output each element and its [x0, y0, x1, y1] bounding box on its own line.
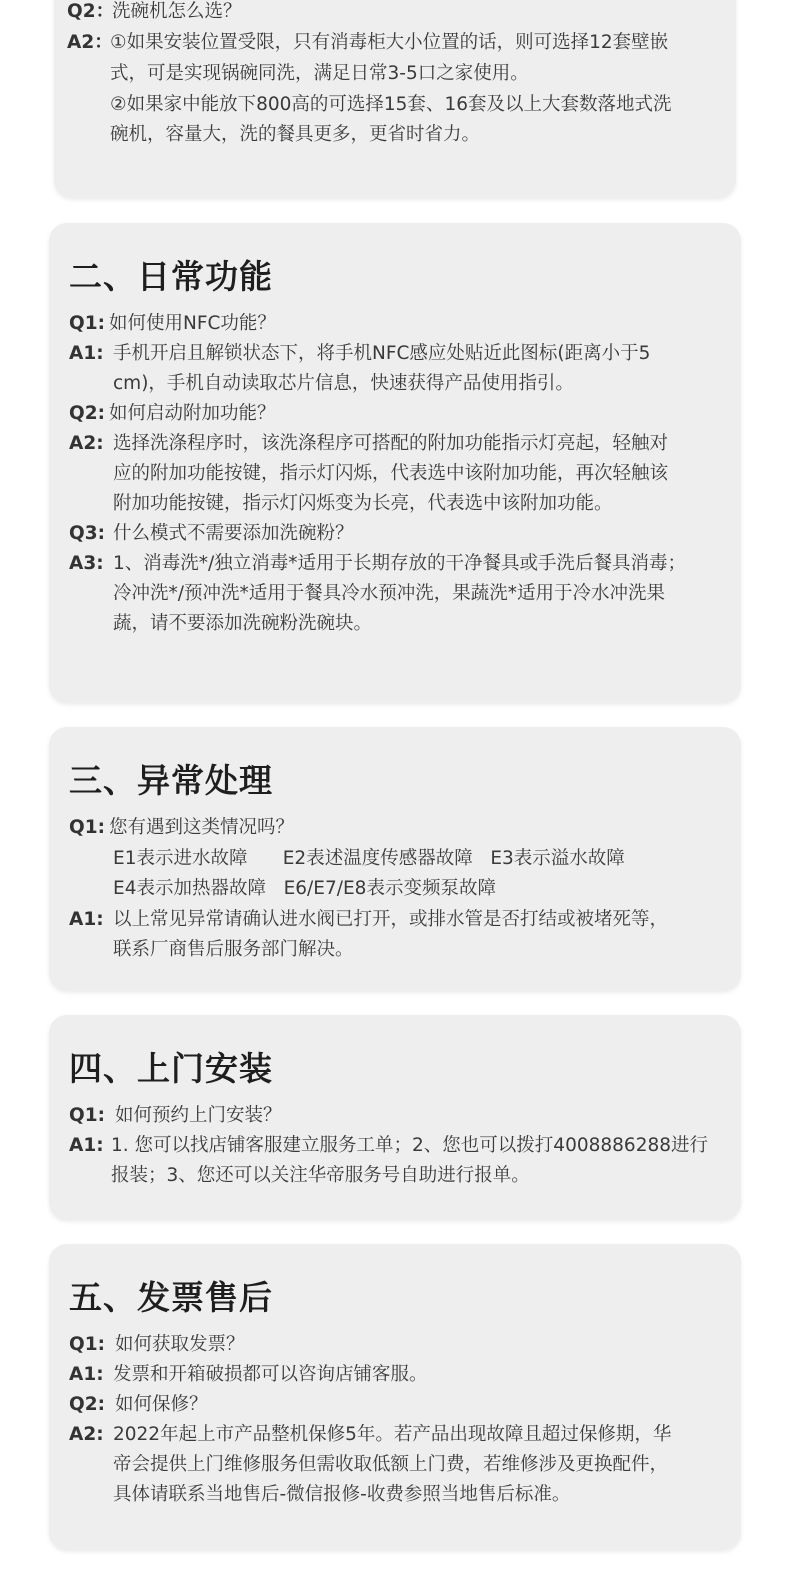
faq-card-daily-functions — [49, 223, 741, 703]
a2-answer-line: 具体请联系当地售后-微信报修-收费参照当地售后标准。 — [113, 1484, 571, 1505]
a1-answer-line: 手机开启且解锁状态下，将手机NFC感应处贴近此图标(距离小于5 — [113, 343, 651, 364]
q2-question: 如何启动附加功能？ — [109, 403, 276, 424]
a2-tag: A2: — [69, 1424, 104, 1445]
section-title: 三、异常处理 — [69, 761, 273, 800]
q2-tag: Q2: — [69, 1394, 105, 1415]
a3-answer-line: 1、消毒洗*/独立消毒*适用于长期存放的干净餐具或手洗后餐具消毒； — [113, 553, 687, 574]
a1-tag: A1: — [69, 1135, 104, 1156]
q1-tag: Q1: — [69, 817, 105, 838]
error-codes-line: E1表示进水故障 E2表述温度传感器故障 E3表示溢水故障 — [113, 848, 625, 869]
a2-answer-line: 选择洗涤程序时，该洗涤程序可搭配的附加功能指示灯亮起，轻触对 — [113, 433, 669, 454]
q1-question: 如何使用NFC功能？ — [109, 313, 276, 334]
q1-tag: Q1: — [69, 1334, 105, 1355]
a2-answer-line: 2022年起上市产品整机保修5年。若产品出现故障且超过保修期，华 — [113, 1424, 672, 1445]
error-codes-line: E4表示加热器故障 E6/E7/E8表示变频泵故障 — [113, 878, 496, 899]
a1-answer-line: cm)，手机自动读取芯片信息，快速获得产品使用指引。 — [113, 373, 574, 394]
a1-answer-line: 以上常见异常请确认进水阀已打开，或排水管是否打结或被堵死等， — [113, 909, 669, 930]
a3-tag: A3: — [69, 553, 104, 574]
faq-card-installation — [49, 1015, 741, 1220]
a2-answer-line: 应的附加功能按键，指示灯闪烁，代表选中该附加功能，再次轻触该 — [113, 463, 669, 484]
q1-tag: Q1: — [69, 1105, 105, 1126]
a1-answer-line: 1. 您可以找店铺客服建立服务工单；2、您也可以拨打4008886288进行 — [111, 1135, 709, 1156]
a2-answer-line: 式，可是实现锅碗同洗，满足日常3-5口之家使用。 — [110, 63, 529, 84]
a1-answer-line: 联系厂商售后服务部门解决。 — [113, 939, 354, 960]
q1-question: 如何获取发票？ — [115, 1334, 245, 1355]
a1-answer: 发票和开箱破损都可以咨询店铺客服。 — [113, 1364, 428, 1385]
section-title: 四、上门安装 — [69, 1049, 273, 1088]
q1-tag: Q1: — [69, 313, 105, 334]
a3-answer-line: 蔬，请不要添加洗碗粉洗碗块。 — [113, 613, 373, 634]
a3-answer-line: 冷冲洗*/预冲洗*适用于餐具冷水预冲洗，果蔬洗*适用于冷水冲洗果 — [113, 583, 665, 604]
a2-answer-line: 附加功能按键，指示灯闪烁变为长亮，代表选中该附加功能。 — [113, 493, 613, 514]
a2-answer-line: 帝会提供上门维修服务但需收取低额上门费，若维修涉及更换配件， — [113, 1454, 669, 1475]
faq-card-select — [54, 0, 736, 198]
a1-tag: A1: — [69, 1364, 104, 1385]
a1-tag: A1: — [69, 909, 104, 930]
q3-tag: Q3: — [69, 523, 105, 544]
q2-question: 洗碗机怎么选？ — [112, 1, 242, 22]
q3-question: 什么模式不需要添加洗碗粉？ — [113, 523, 354, 544]
q2-tag: Q2: — [69, 403, 105, 424]
q1-question: 您有遇到这类情况吗？ — [109, 817, 295, 838]
a2-answer-line: ①如果安装位置受限，只有消毒柜大小位置的话，则可选择12套壁嵌 — [110, 32, 669, 53]
a2-answer-line: ②如果家中能放下800高的可选择15套、16套及以上大套数落地式洗 — [110, 94, 672, 115]
q2-question: 如何保修？ — [115, 1394, 208, 1415]
faq-card-troubleshooting — [49, 727, 741, 991]
a1-tag: A1: — [69, 343, 104, 364]
section-title: 二、日常功能 — [69, 257, 273, 296]
section-title: 五、发票售后 — [69, 1278, 273, 1317]
q2-tag: Q2： — [67, 1, 115, 22]
a1-answer-line: 报装；3、您还可以关注华帝服务号自助进行报单。 — [111, 1165, 530, 1186]
q1-question: 如何预约上门安装？ — [115, 1105, 282, 1126]
a2-answer-line: 碗机，容量大，洗的餐具更多，更省时省力。 — [110, 124, 481, 145]
a2-tag: A2: — [69, 433, 104, 454]
faq-card-invoice-aftersales — [49, 1244, 741, 1550]
a2-tag: A2： — [67, 32, 113, 53]
